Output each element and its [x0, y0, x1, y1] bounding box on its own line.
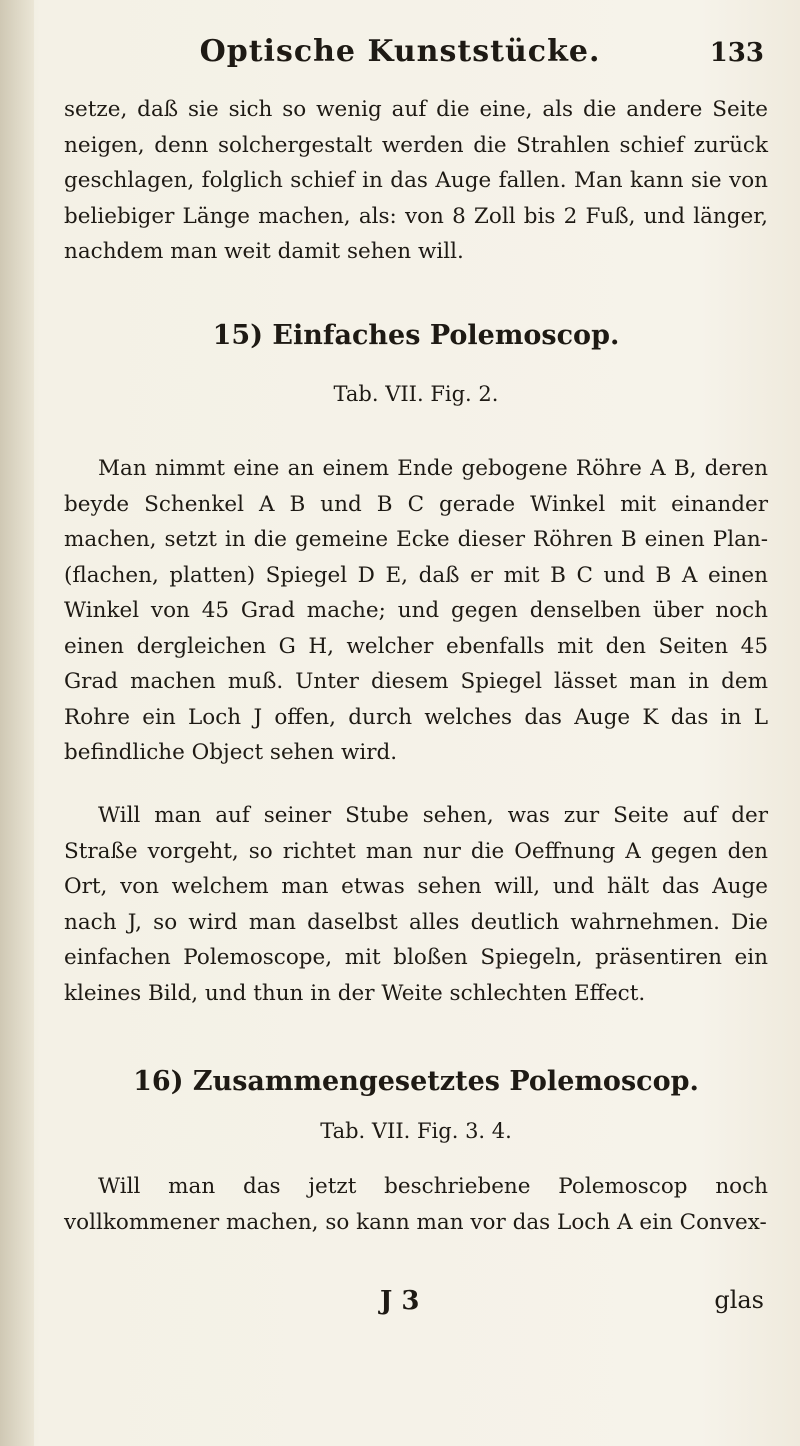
- page-gutter: [0, 0, 34, 1446]
- page-footer: [0, 1286, 800, 1326]
- section-15-paragraph-1: Man nimmt eine an einem Ende gebogene Röhre A B, deren beyde Schenkel A B und B C gerade Winkel mit einander machen, setzt in die gemeine Ecke dieser Röhren B einen Plan- (flachen, platten) Spiegel D E, daß er mit B C und B A einen Winkel von 45 Grad mache; und gegen denselben über noch einen dergleichen G H, welcher ebenfalls mit den Seiten 45 Grad machen muß. Unter diesem Spiegel lässet man in dem Rohre ein Loch J offen, durch welches das Auge K das in L befindliche Object sehen wird.: [64, 456, 768, 765]
- section-heading-16: 16) Zusammengesetztes Polemoscop.: [133, 1066, 699, 1097]
- section-16-paragraph-1: Will man das jetzt beschriebene Polemoscop noch vollkommener machen, so kann man vor das Loch A ein Convex-: [64, 1174, 768, 1235]
- section-heading-15: 15) Einfaches Polemoscop.: [212, 320, 620, 351]
- paragraph-continuation: setze, daß sie sich so wenig auf die eine, als die andere Seite neigen, denn solchergestalt werden die Strahlen schief zurück geschlagen, folglich schief in das Auge fallen. Man kann sie von beliebiger Länge machen, als: von 8 Zoll bis 2 Fuß, und länger, nachdem man weit damit sehen will.: [64, 97, 768, 264]
- running-title: Optische Kunststücke.: [199, 34, 601, 69]
- figure-reference-16: Tab. VII. Fig. 3. 4.: [320, 1119, 512, 1143]
- signature-mark: J 3: [380, 1286, 420, 1316]
- section-15-paragraph-2: Will man auf seiner Stube sehen, was zur Seite auf der Straße vorgeht, so richtet man nur die Oeffnung A gegen den Ort, von welchem man etwas sehen will, und hält das Auge nach J, so wird man daselbst alles deutlich wahrnehmen. Die einfachen Polemoscope, mit bloßen Spiegeln, präsentiren ein kleines Bild, und thun in der Weite schlechten Effect.: [64, 803, 768, 1006]
- catchword: glas: [714, 1286, 764, 1314]
- figure-reference-15: Tab. VII. Fig. 2.: [333, 382, 499, 406]
- page-header: [0, 34, 800, 84]
- page-number: 133: [709, 38, 764, 68]
